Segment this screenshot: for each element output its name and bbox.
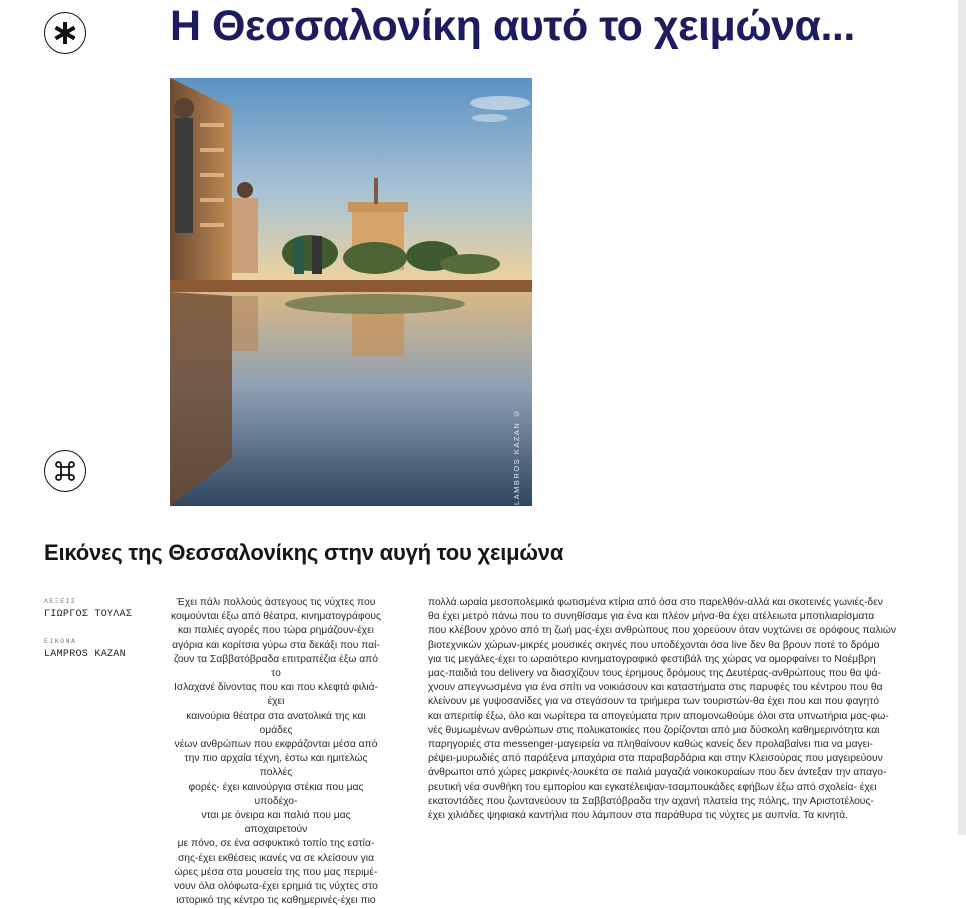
star-icon bbox=[44, 12, 86, 54]
image-credit-author: LAMPROS KAZAN bbox=[44, 649, 126, 660]
article-photo bbox=[170, 78, 532, 506]
body-column-1: Έχει πάλι πολλούς άστεγους τις νύχτες που κοιμούνται έξω από θέατρα, κινηματογράφους και παλιές αγορές που τώρα ρημάζουν-έχει αγόρια και κορίτσια γύρω στα δεκάξι που παί- ζουν τα Σαββατόβραδα επιτραπέζια έξω από το Ισλαχανέ δίνοντας που και που κλεφτά φιλιά-έχει καινούρια θέατρα στα ανατολικά της και ομάδες νέων ανθρώπων που εκφράζονται μέσα από την πιο αρχαία τέχνη, έστω και ημιτελώς πολλές φορές- έχει καινούργια στέκια που μας υποδέχο- νται με όνειρα και παλιά που μας αποχαιρετούν με πόνο, σε ένα ασφυκτικό τοπίο της εστία- σης-έχει εκθέσεις ικανές να σε κλείσουν για ώρες μέσα στα μουσεία της που μας περιμέ- νουν όλα ολόφωτα-έχει ερημιά τις νύχτες στο ιστορικό της κέντρο τις καθημερινές-έχει πιο bbox=[171, 597, 381, 907]
page-edge-strip bbox=[958, 0, 966, 835]
body-column-2: πολλά ωραία μεσοπολεμικά φωτισμένα κτίρια από όσα στο παρελθόν-αλλά και σκοτεινές γωνιές-δεν θα έχει μετρό πάνω που το συνηθίσαμε για ένα και πλέον μήνα-θα έχει ατέλειωτα μποτιλιαρίσματα που κλέβουν χρόνο από τη ζωή μας-έχει ανθρώπους που χορεύουν όταν νυχτώνει σε ορόφους παλιών βιοτεχνικών χώρων-μικρές μουσικές σκηνές που υποδέχονται όσα live δεν θα βρουν ποτέ το δρόμο για τις μεγάλες-έχει το ωραιότερο κινηματογραφικό φεστιβάλ της χώρας να ομορφαίνει το Νοέμβρη μας-παιδιά του delivery να διασχίζουν τους έρημους δρόμους της Δευτέρας-ανθρώπους που θα ψά- χνουν απεγνωσμένα για ένα σπίτι να νοικιάσουν και καταστήματα στις παρυφές του κέντρου που θα κλείνουν με γυψοσανίδες για να στεγάσουν τα τριήμερα των τουριστών-θα έχει που και που φαγητό και απεριτίφ έξω, όλο και νωρίτερα τα απογεύματα πριν απομονωθούμε όλοι στα υπνωτήρια μας-φω- νές θυμωμένων ανθρώπων στις πολυκατοικίες που ζορίζονται από μια δύσκολη καθημερινότητα και παρηγοριές στα messenger-μαγειρεία να πληθαίνουν καθώς κανείς δεν προλαβαίνει πια να μαγει- ρέψει-μυρωδιές από παράξενα μπαχάρια στα παραβαρδάρια και στην Κλεισούρας που μαγειρεύουν άνθρωποι από χώρες μακρινές-λουκέτα σε παλιά μαγαζιά νοικοκυραίων που δεν άντεξαν την απαγο- ρευτική νέα συνθήκη του εμπορίου και εγκατέλειψαν-τσαμπουκάδες εφήβων έξω από σχολεία- έχει εκατοντάδες που ζωντανεύουν τα Σαββατόβραδα την αχανή πλατεία της πόλης, την Αριστοτέλους- έχει χιλιάδες ψηφιακά καντήλια που λάμπουν στα παράθυρα τις νύχτες με αυπνία. Τα κινητά. bbox=[428, 597, 897, 822]
image-credit-label: ΕΙΚΟΝΑ bbox=[44, 638, 77, 645]
text-credit bbox=[44, 598, 132, 620]
command-icon bbox=[44, 450, 86, 492]
article-subheadline: Εικόνες της Θεσσαλονίκης στην αυγή του χειμώνα bbox=[44, 540, 564, 565]
text-credit-label: ΛΕΞΕΙΣ bbox=[44, 598, 77, 605]
photo-credit-overlay: LAMBROS KAZAN © bbox=[512, 407, 521, 505]
image-credit bbox=[44, 638, 126, 660]
article-headline: Η Θεσσαλονίκη αυτό το χειμώνα... bbox=[170, 2, 855, 50]
text-credit-author: ΓΙΩΡΓΟΣ ΤΟΥΛΑΣ bbox=[44, 609, 133, 620]
